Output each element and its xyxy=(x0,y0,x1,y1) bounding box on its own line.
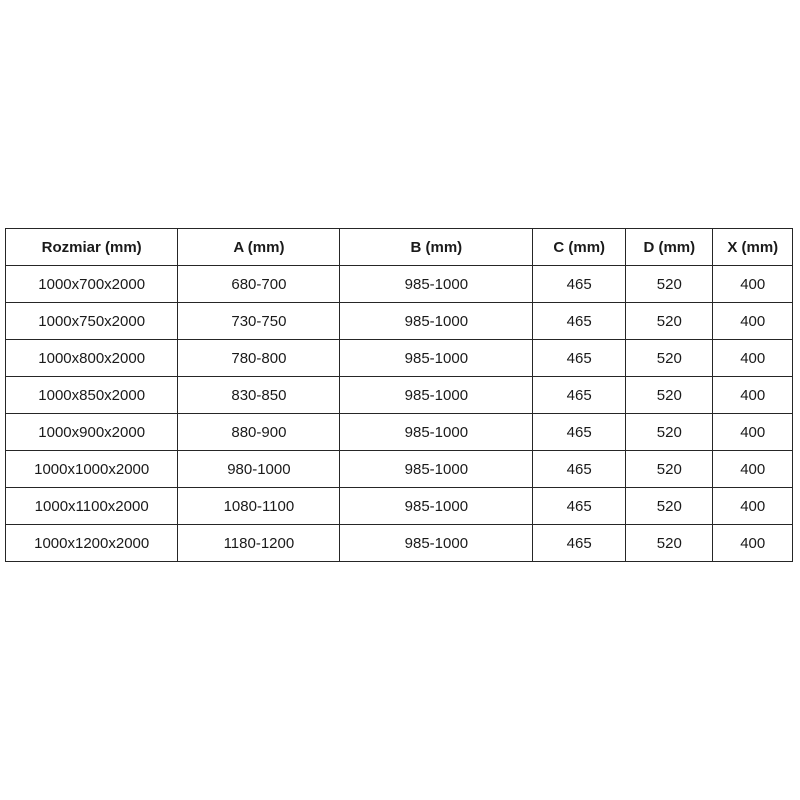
spec-table-container xyxy=(5,228,793,562)
table-cell: 520 xyxy=(626,377,713,414)
table-cell: 400 xyxy=(713,488,793,525)
column-header: X (mm) xyxy=(713,229,793,266)
table-header-row xyxy=(6,229,793,266)
table-cell: 400 xyxy=(713,377,793,414)
table-cell: 400 xyxy=(713,303,793,340)
table-cell: 465 xyxy=(533,414,626,451)
table-cell: 465 xyxy=(533,303,626,340)
table-cell: 400 xyxy=(713,414,793,451)
table-cell: 465 xyxy=(533,266,626,303)
table-row xyxy=(6,414,793,451)
column-header: C (mm) xyxy=(533,229,626,266)
table-cell: 985-1000 xyxy=(340,488,533,525)
table-cell: 1000x750x2000 xyxy=(6,303,178,340)
table-cell: 985-1000 xyxy=(340,414,533,451)
table-cell: 400 xyxy=(713,266,793,303)
table-cell: 400 xyxy=(713,340,793,377)
table-cell: 980-1000 xyxy=(178,451,340,488)
column-header: Rozmiar (mm) xyxy=(6,229,178,266)
table-cell: 1180-1200 xyxy=(178,525,340,562)
table-row xyxy=(6,488,793,525)
table-cell: 780-800 xyxy=(178,340,340,377)
table-cell: 880-900 xyxy=(178,414,340,451)
table-row xyxy=(6,451,793,488)
table-cell: 465 xyxy=(533,377,626,414)
table-cell: 1000x700x2000 xyxy=(6,266,178,303)
table-cell: 985-1000 xyxy=(340,525,533,562)
table-cell: 1000x1200x2000 xyxy=(6,525,178,562)
table-cell: 1000x850x2000 xyxy=(6,377,178,414)
column-header: D (mm) xyxy=(626,229,713,266)
table-row xyxy=(6,303,793,340)
column-header: A (mm) xyxy=(178,229,340,266)
table-cell: 985-1000 xyxy=(340,266,533,303)
table-cell: 465 xyxy=(533,340,626,377)
table-cell: 1000x1100x2000 xyxy=(6,488,178,525)
table-cell: 465 xyxy=(533,488,626,525)
table-cell: 520 xyxy=(626,525,713,562)
table-cell: 1000x900x2000 xyxy=(6,414,178,451)
table-cell: 730-750 xyxy=(178,303,340,340)
table-cell: 680-700 xyxy=(178,266,340,303)
column-header: B (mm) xyxy=(340,229,533,266)
table-cell: 1000x1000x2000 xyxy=(6,451,178,488)
table-cell: 520 xyxy=(626,414,713,451)
table-row xyxy=(6,377,793,414)
table-cell: 465 xyxy=(533,525,626,562)
table-cell: 830-850 xyxy=(178,377,340,414)
table-cell: 520 xyxy=(626,340,713,377)
table-cell: 985-1000 xyxy=(340,303,533,340)
table-cell: 400 xyxy=(713,525,793,562)
table-row xyxy=(6,525,793,562)
table-row xyxy=(6,266,793,303)
table-cell: 400 xyxy=(713,451,793,488)
table-cell: 520 xyxy=(626,266,713,303)
table-row xyxy=(6,340,793,377)
table-cell: 1080-1100 xyxy=(178,488,340,525)
size-spec-table xyxy=(5,228,793,562)
table-cell: 985-1000 xyxy=(340,451,533,488)
table-cell: 520 xyxy=(626,303,713,340)
table-cell: 985-1000 xyxy=(340,340,533,377)
table-cell: 1000x800x2000 xyxy=(6,340,178,377)
table-cell: 985-1000 xyxy=(340,377,533,414)
table-body xyxy=(6,266,793,562)
table-head xyxy=(6,229,793,266)
table-cell: 465 xyxy=(533,451,626,488)
table-cell: 520 xyxy=(626,488,713,525)
table-cell: 520 xyxy=(626,451,713,488)
